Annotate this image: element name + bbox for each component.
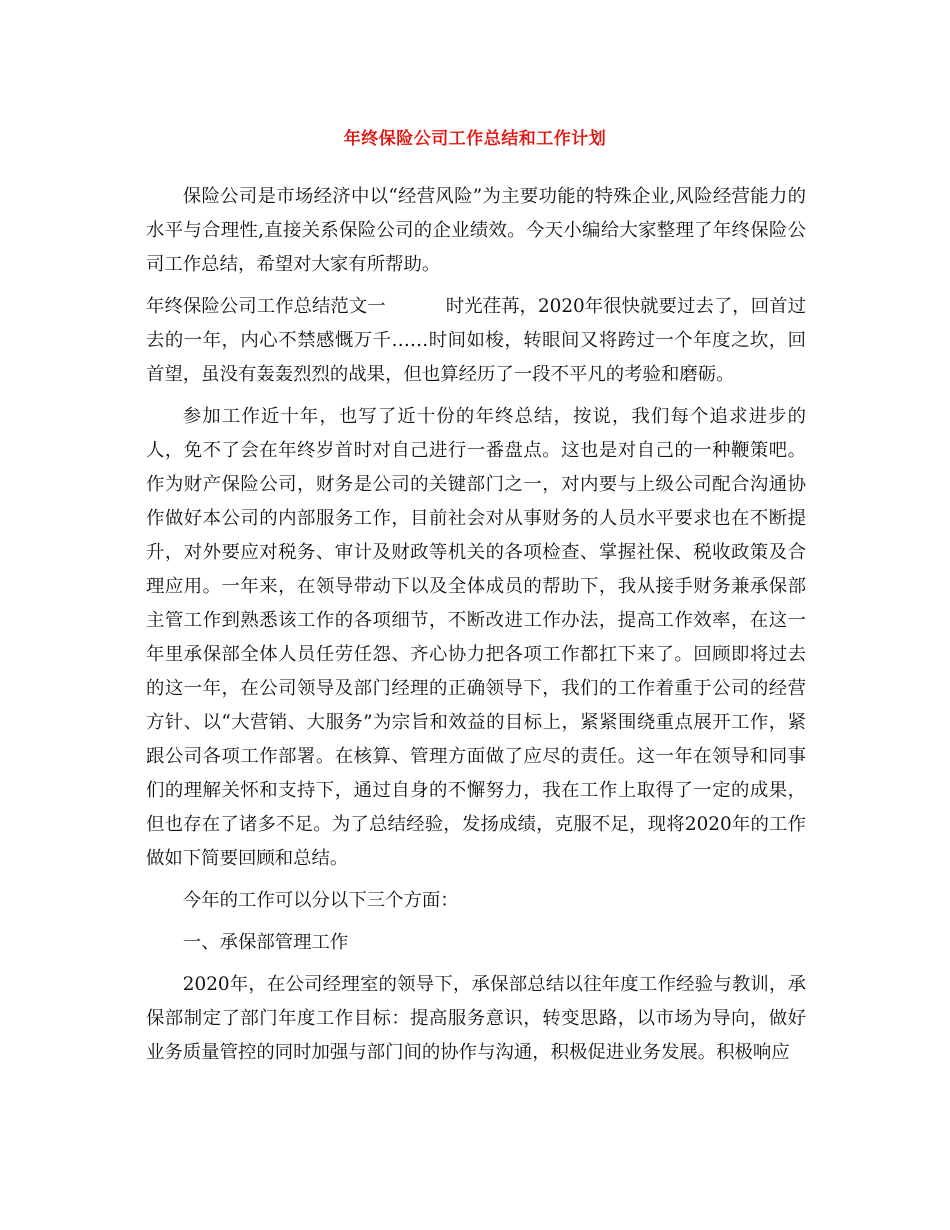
document-title: 年终保险公司工作总结和工作计划 xyxy=(343,129,607,149)
intro-paragraph: 保险公司是市场经济中以“经营风险”为主要功能的特殊企业,风险经营能力的水平与合理性,直接关系保险公司的企业绩效。今天小编给大家整理了年终保险公司工作总结，希望对大家有所帮助。 xyxy=(146,186,806,275)
review-paragraph: 参加工作近十年，也写了近十份的年终总结，按说，我们每个追求进步的人，免不了会在年终岁首时对自己进行一番盘点。这也是对自己的一种鞭策吧。作为财产保险公司，财务是公司的关键部门之一，对内要与上级公司配合沟通协作做好本公司的内部服务工作，目前社会对从事财务的人员水平要求也在不断提升，对外要应对税务、审计及财政等机关的各项检查、掌握社保、税收政策及合理应用。一年来，在领导带动下以及全体成员的帮助下，我从接手财务兼承保部主管工作到熟悉该工作的各项细节，不断改进工作办法，提高工作效率，在这一年里承保部全体人员任劳任怨、齐心协力把各项工作都扛下来了。回顾即将过去的这一年，在公司领导及部门经理的正确领导下，我们的工作着重于公司的经营方针、以“大营销、大服务”为宗旨和效益的目标上，紧紧围绕重点展开工作，紧跟公司各项工作部署。在核算、管理方面做了应尽的责任。这一年在领导和同事们的理解关怀和支持下，通过自身的不懈努力，我在工作上取得了一定的成果，但也存在了诸多不足。为了总结经验，发扬成绩，克服不足，现将2020年的工作做如下简要回顾和总结。 xyxy=(146,406,806,869)
document-body xyxy=(146,180,806,1078)
aspects-paragraph: 今年的工作可以分以下三个方面： xyxy=(182,890,459,911)
sample-text: 时光荏苒，2020年很快就要过去了，回首过去的一年，内心不禁感慨万千……时间如梭，转眼间又将跨过一个年度之坎，回首望，虽没有轰轰烈烈的战果，但也算经历了一段不平凡的考验和磨砺。 xyxy=(146,296,806,385)
sample-paragraph xyxy=(146,290,806,392)
sample-heading: 年终保险公司工作总结范文一 xyxy=(146,296,386,317)
section-heading: 一、承保部管理工作 xyxy=(182,932,349,953)
section-paragraph: 2020年，在公司经理室的领导下，承保部总结以往年度工作经验与教训，承保部制定了部门年度工作目标：提高服务意识，转变思路，以市场为导向，做好业务质量管控的同时加强与部门间的协作与沟通，积极促进业务发展。积极响应 xyxy=(146,974,806,1063)
